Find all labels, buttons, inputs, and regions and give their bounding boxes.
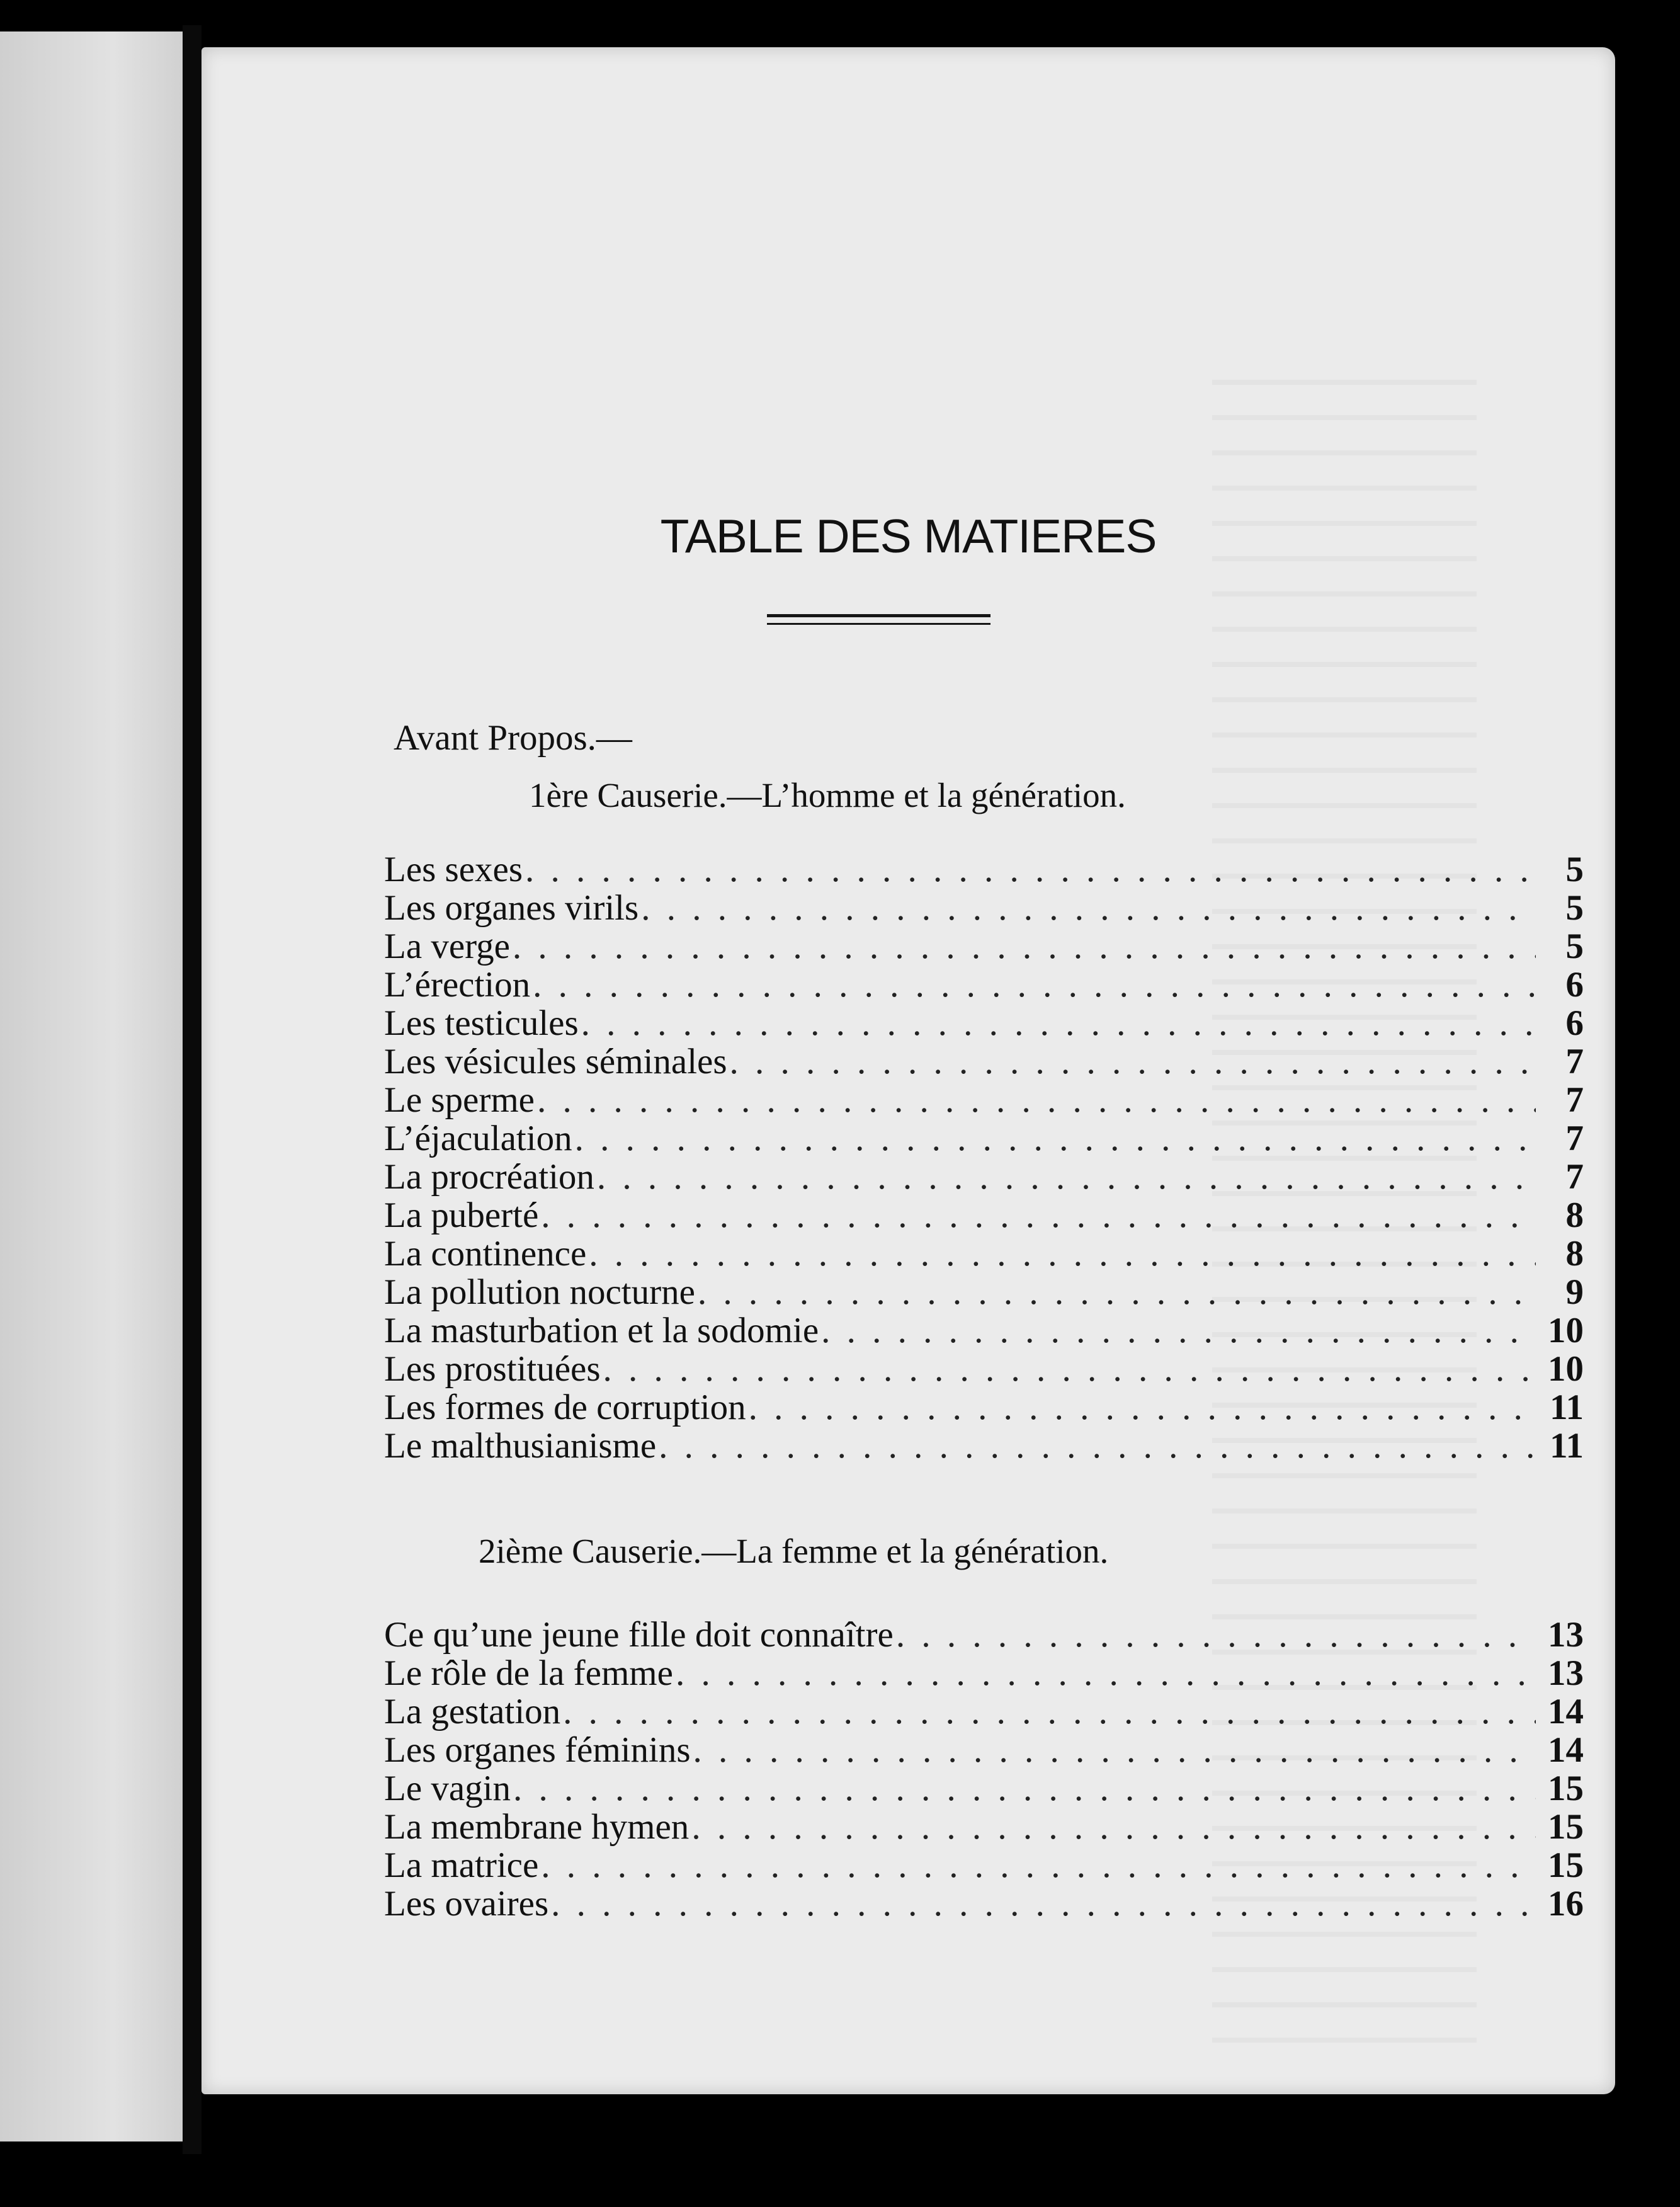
toc-entry-page: 15: [1548, 1845, 1584, 1885]
toc-entry-label: La masturbation et la sodomie: [384, 1311, 819, 1350]
toc-entry-page: 8: [1565, 1234, 1584, 1274]
book-page: [201, 47, 1615, 2094]
toc-list-2: [384, 1616, 1584, 1923]
toc-entry-label: Les sexes: [384, 850, 523, 889]
toc-entry-page: 7: [1565, 1042, 1584, 1081]
dot-leader: [513, 927, 1536, 966]
dot-leader: [525, 850, 1536, 889]
toc-entry: [384, 1350, 1584, 1388]
toc-entry-label: La matrice: [384, 1845, 539, 1885]
toc-entry-label: Le vagin: [384, 1769, 511, 1808]
toc-entry-page: 15: [1548, 1769, 1584, 1808]
toc-entry-page: 15: [1548, 1807, 1584, 1847]
dot-leader: [749, 1388, 1536, 1427]
title-rule-double: [767, 623, 990, 625]
toc-entry-label: Les organes féminins: [384, 1730, 691, 1770]
toc-entry: [384, 1427, 1584, 1465]
toc-entry: [384, 1388, 1584, 1427]
toc-entry: [384, 1731, 1584, 1769]
dot-leader: [603, 1350, 1536, 1388]
section-heading-2: 2ième Causerie.—La femme et la génération.: [479, 1532, 1109, 1570]
dot-leader: [698, 1273, 1536, 1311]
toc-entry-label: La continence: [384, 1234, 587, 1274]
toc-entry-label: La verge: [384, 927, 510, 966]
dot-leader: [551, 1885, 1536, 1923]
toc-entry: [384, 1119, 1584, 1158]
dot-leader: [641, 889, 1536, 927]
title-rule: [767, 614, 990, 617]
toc-entry: [384, 1235, 1584, 1273]
toc-entry-page: 13: [1548, 1615, 1584, 1655]
toc-list-1: [384, 850, 1584, 1465]
toc-entry-label: Les ovaires: [384, 1884, 549, 1924]
toc-entry: [384, 1042, 1584, 1081]
dot-leader: [597, 1158, 1536, 1196]
toc-entry-label: Le malthusianisme: [384, 1426, 657, 1466]
toc-entry-label: La puberté: [384, 1195, 539, 1235]
toc-entry-label: Le sperme: [384, 1080, 535, 1120]
dot-leader: [513, 1769, 1536, 1808]
toc-entry-page: 16: [1548, 1884, 1584, 1924]
toc-entry: [384, 1885, 1584, 1923]
toc-entry-page: 7: [1565, 1119, 1584, 1158]
toc-entry: [384, 966, 1584, 1004]
toc-entry-label: La membrane hymen: [384, 1807, 690, 1847]
dot-leader: [896, 1616, 1536, 1654]
toc-entry: [384, 1081, 1584, 1119]
dot-leader: [563, 1692, 1536, 1731]
toc-entry-label: Les formes de corruption: [384, 1388, 746, 1427]
dot-leader: [730, 1042, 1536, 1081]
toc-entry-label: Le rôle de la femme: [384, 1653, 673, 1693]
toc-entry: [384, 1654, 1584, 1692]
toc-entry-page: 6: [1565, 1003, 1584, 1043]
toc-entry-page: 11: [1550, 1388, 1584, 1427]
toc-entry-label: L’éjaculation: [384, 1119, 572, 1158]
dot-leader: [693, 1731, 1536, 1769]
toc-entry-page: 14: [1548, 1730, 1584, 1770]
toc-entry: [384, 1808, 1584, 1846]
toc-entry-label: La procréation: [384, 1157, 594, 1197]
toc-entry-label: Les prostituées: [384, 1349, 601, 1389]
dot-leader: [821, 1311, 1536, 1350]
toc-entry-page: 10: [1548, 1311, 1584, 1350]
toc-entry-page: 6: [1565, 965, 1584, 1005]
toc-entry-label: La gestation: [384, 1692, 561, 1731]
toc-entry: [384, 1846, 1584, 1885]
toc-entry-label: Les vésicules séminales: [384, 1042, 727, 1081]
dot-leader: [541, 1846, 1536, 1885]
section-heading-1: 1ère Causerie.—L’homme et la génération.: [529, 776, 1126, 814]
toc-entry: [384, 1616, 1584, 1654]
dot-leader: [533, 966, 1536, 1004]
toc-entry-page: 7: [1565, 1080, 1584, 1120]
dot-leader: [541, 1196, 1536, 1235]
avant-propos-heading: Avant Propos.—: [394, 718, 632, 758]
toc-entry-page: 11: [1550, 1426, 1584, 1466]
toc-entry-label: La pollution nocturne: [384, 1272, 695, 1312]
dot-leader: [581, 1004, 1536, 1042]
dot-leader: [537, 1081, 1536, 1119]
dot-leader: [676, 1654, 1536, 1692]
toc-entry-page: 10: [1548, 1349, 1584, 1389]
dot-leader: [691, 1808, 1536, 1846]
dot-leader: [589, 1235, 1536, 1273]
toc-entry: [384, 1004, 1584, 1042]
dot-leader: [659, 1427, 1536, 1465]
toc-entry-page: 9: [1565, 1272, 1584, 1312]
toc-entry: [384, 927, 1584, 966]
toc-entry: [384, 1311, 1584, 1350]
toc-entry-page: 5: [1565, 850, 1584, 889]
toc-entry: [384, 1273, 1584, 1311]
toc-entry-label: Ce qu’une jeune fille doit connaître: [384, 1615, 894, 1655]
toc-entry-page: 13: [1548, 1653, 1584, 1693]
toc-entry-label: L’érection: [384, 965, 531, 1005]
toc-entry: [384, 850, 1584, 889]
toc-entry-page: 5: [1565, 927, 1584, 966]
toc-entry: [384, 1158, 1584, 1196]
toc-entry: [384, 1692, 1584, 1731]
toc-entry-label: Les organes virils: [384, 888, 639, 928]
toc-entry-label: Les testicules: [384, 1003, 579, 1043]
toc-entry-page: 8: [1565, 1195, 1584, 1235]
toc-entry-page: 14: [1548, 1692, 1584, 1731]
facing-page-edge: [0, 31, 189, 2141]
toc-entry-page: 7: [1565, 1157, 1584, 1197]
toc-entry-page: 5: [1565, 888, 1584, 928]
page-title: TABLE DES MATIERES: [660, 510, 1157, 562]
toc-entry: [384, 889, 1584, 927]
dot-leader: [575, 1119, 1536, 1158]
toc-entry: [384, 1769, 1584, 1808]
toc-entry: [384, 1196, 1584, 1235]
book-gutter: [183, 25, 201, 2154]
